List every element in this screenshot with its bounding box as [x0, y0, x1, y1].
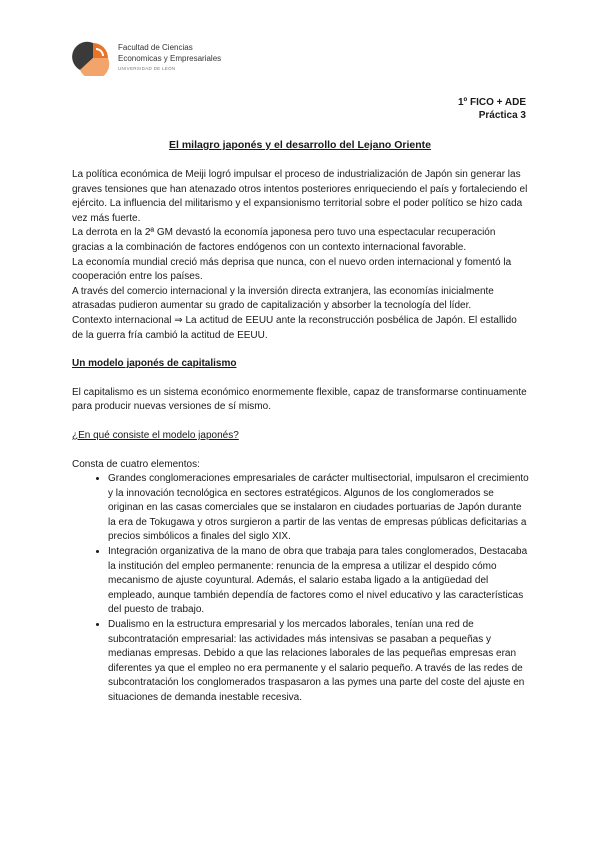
subsection-heading-consiste: ¿En qué consiste el modelo japonés?: [72, 429, 239, 441]
practice-label: Práctica 3: [478, 109, 526, 121]
intro-paragraph-4: A través del comercio internacional y la inversión directa extranjera, las economías inicialmente atrasadas pudieron aumentar su grado de capitalización y absorber la tecnología del líder.: [72, 285, 494, 312]
document-body: [72, 168, 530, 706]
list-item: • Grandes conglomeraciones empresariales de carácter multisectorial, impulsaron el crecimiento y la innovación tecnológica en sectores estratégicos. Algunos de los conglomerados se originan en las casas comerciales que se instalaron en ciudades portuarias de Japón durante la era de Tokugawa y otros surgieron a partir de las ventas de empresas públicas deficitarias a precios simbólicos a finales del siglo XIX.: [108, 472, 530, 545]
logo-line-2: Economicas y Empresariales: [118, 53, 222, 63]
list-lead: Consta de cuatro elementos:: [72, 458, 200, 470]
intro-paragraph-1: La política económica de Meiji logró impulsar el proceso de industrialización de Japón sin generar las graves tensiones que han atenazado otros intentos posteriores enriqueciendo el país y fortaleciendo el ejército. La influencia del militarismo y el expansionismo territorial sobre el poder político se hizo cada vez más fuerte.: [72, 169, 528, 224]
intro-paragraph-5: Contexto internacional ⇒ La actitud de EEUU ante la reconstrucción posbélica de Japón. El estallido de la guerra fría cambió la actitud de EEUU.: [72, 314, 517, 341]
section-paragraph-capitalismo: El capitalismo es un sistema económico enormemente flexible, capaz de transformarse continuamente para producir nuevas versiones de sí mismo.: [72, 386, 527, 413]
intro-paragraph-3: La economía mundial creció más deprisa que nunca, con el nuevo orden internacional y fomentó la cooperación entre los países.: [72, 256, 512, 283]
section-heading-modelo: Un modelo japonés de capitalismo: [72, 358, 237, 370]
faculty-logo: [72, 40, 242, 80]
logo-line-1: Facultad de Ciencias: [118, 43, 193, 52]
document-title: El milagro japonés y el desarrollo del Lejano Oriente: [169, 139, 431, 151]
course-label: 1º FICO + ADE: [457, 97, 526, 108]
logo-line-3: UNIVERSIDAD DE LEÓN: [118, 66, 176, 71]
course-block: [458, 97, 526, 122]
faculty-emblem-icon: [72, 40, 114, 76]
intro-paragraph-2: La derrota en la 2ª GM devastó la economía japonesa pero tuvo una espectacular recuperación gracias a la combinación de factores endógenos con un contexto internacional favorable.: [72, 227, 496, 253]
list-item: • Integración organizativa de la mano de obra que trabaja para tales conglomerados, Destacaba la institución del empleo permanente: renuncia de la empresa a utilizar el despido cómo mecanismo de ajuste coyuntural. Además, el salario estaba ligado a la antigüedad del empleado, aunque también dependía de factores como el nivel educativo y las características del puesto de trabajo.: [108, 545, 530, 618]
elements-list: [72, 472, 530, 706]
list-item: • Dualismo en la estructura empresarial y los mercados laborales, tenían una red de subcontratación empresarial: las actividades más intensivas se pasaban a pequeñas y medianas empresas. Debido a que las relaciones laborales de las pequeñas empresas eran diferentes ya que el empleo no era permanente y el salario pequeño. A través de las redes de subcontratación los conglomerados traspasaron a las pymes una parte del coste del ajuste en situaciones de demanda inestable recesiva.: [108, 618, 530, 706]
